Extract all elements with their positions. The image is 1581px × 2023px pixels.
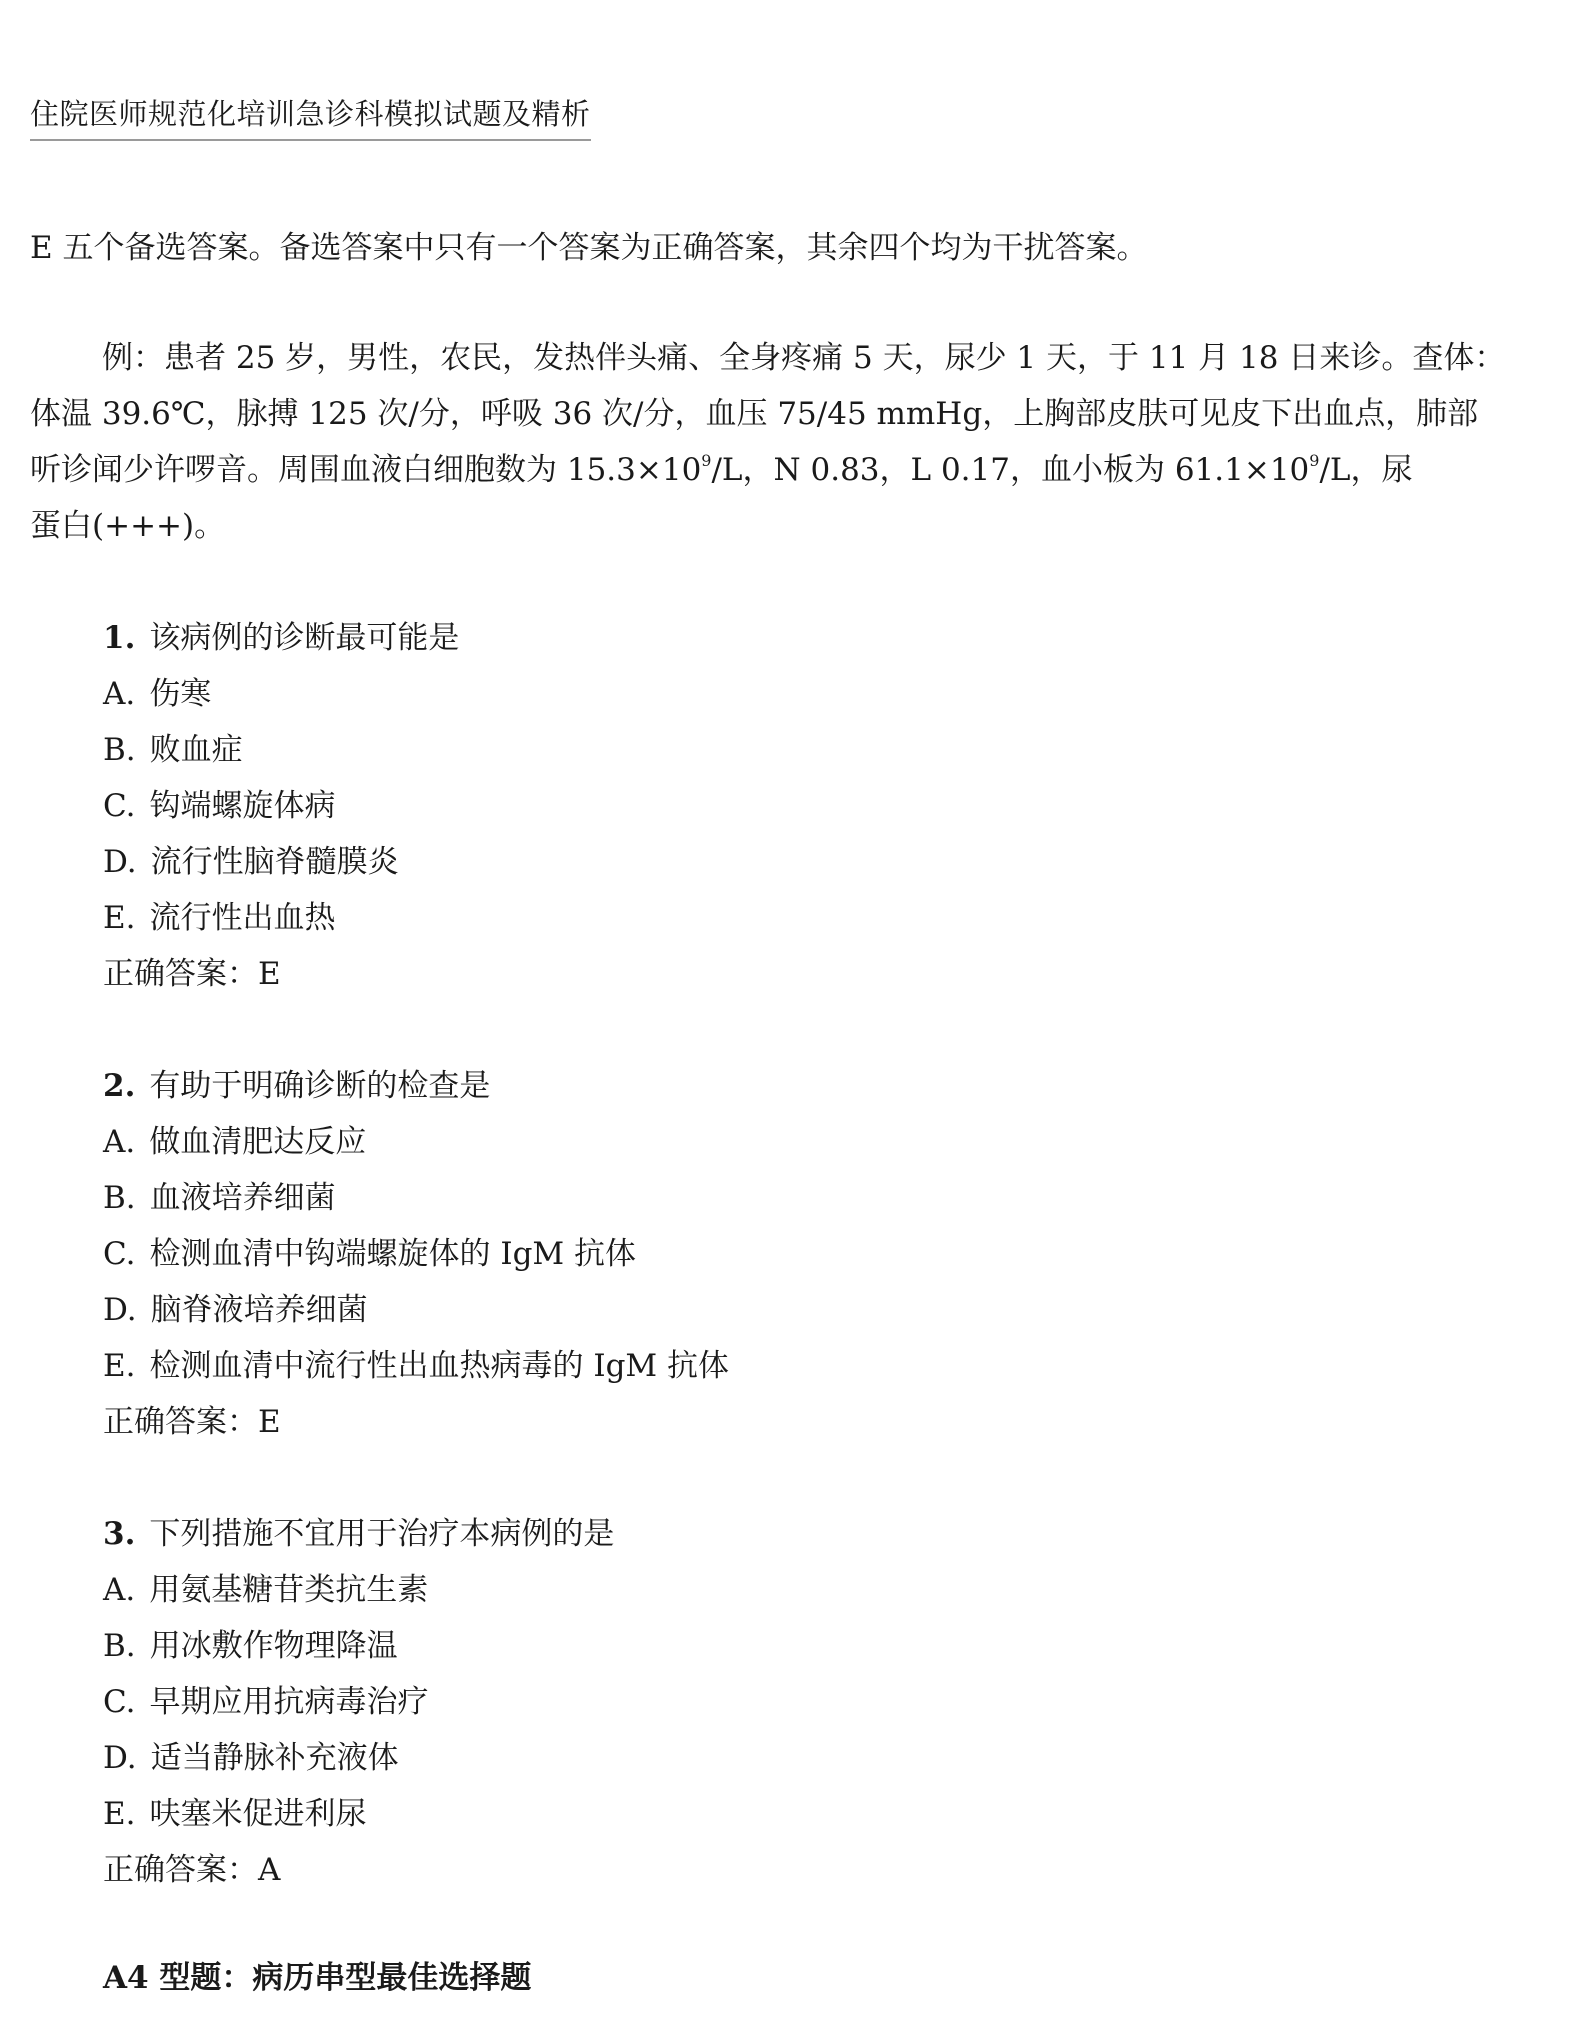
option-d [103,1282,729,1338]
question-stem [103,610,459,666]
question-text: 该病例的诊断最可能是 [149,620,460,656]
option-label: A. [103,676,136,712]
option-label: D. [103,1292,137,1328]
question-stem [103,1058,729,1114]
correct-answer: 正确答案：E [103,956,281,992]
option-text: 早期应用抗病毒治疗 [149,1684,429,1720]
option-c [103,1226,729,1282]
option-text: 适当静脉补充液体 [150,1740,399,1776]
option-c [103,1674,614,1730]
option-d [103,1730,614,1786]
option-e [103,890,459,946]
option-text: 做血清肥达反应 [149,1124,367,1160]
option-label: E. [103,1348,136,1384]
option-label: B. [103,732,136,768]
option-a [103,666,459,722]
question-stem [103,1506,614,1562]
intro-paragraph: E 五个备选答案。备选答案中只有一个答案为正确答案，其余四个均为干扰答案。 [30,230,1148,266]
running-header: 住院医师规范化培训急诊科模拟试题及精析 [30,92,591,141]
option-text: 呋塞米促进利尿 [149,1796,367,1832]
option-a [103,1114,729,1170]
case-line-3 [30,442,1550,498]
option-label: B. [103,1180,136,1216]
question-text: 有助于明确诊断的检查是 [149,1068,491,1104]
option-text: 流行性出血热 [149,900,336,936]
option-b [103,1170,729,1226]
question-1 [103,610,459,1002]
option-text: 脑脊液培养细菌 [150,1292,368,1328]
section-title: A4 型题：病历串型最佳选择题 [103,1960,532,1996]
option-text: 用冰敷作物理降温 [149,1628,398,1664]
option-label: B. [103,1628,136,1664]
option-a [103,1562,614,1618]
question-text: 下列措施不宜用于治疗本病例的是 [149,1516,615,1552]
option-text: 伤寒 [149,676,212,712]
option-e [103,1786,614,1842]
exponent-1: 9 [701,451,712,470]
option-label: A. [103,1572,136,1608]
question-number: 1. [103,620,136,656]
case-line-3-part-b: /L，N 0.83，L 0.17，血小板为 61.1×10 [711,452,1310,488]
option-label: E. [103,1796,136,1832]
option-text: 败血症 [149,732,243,768]
option-label: C. [103,788,136,824]
option-text: 钩端螺旋体病 [149,788,336,824]
option-label: D. [103,844,137,880]
option-text: 检测血清中流行性出血热病毒的 IgM 抗体 [149,1348,730,1384]
option-e [103,1338,729,1394]
case-line-3-part-c: /L，尿 [1319,452,1413,488]
option-label: E. [103,900,136,936]
option-label: C. [103,1236,136,1272]
correct-answer: 正确答案：A [103,1852,281,1888]
case-line-3-part-a: 听诊闻少许啰音。周围血液白细胞数为 15.3×10 [30,452,702,488]
option-c [103,778,459,834]
case-line-4: 蛋白(+++)。 [30,508,226,544]
case-line-2: 体温 39.6℃，脉搏 125 次/分，呼吸 36 次/分，血压 75/45 mmHg，上胸部皮肤可见皮下出血点，肺部 [30,396,1479,432]
question-3 [103,1506,614,1898]
option-label: D. [103,1740,137,1776]
option-label: A. [103,1124,136,1160]
case-line-1: 例：患者 25 岁，男性，农民，发热伴头痛、全身疼痛 5 天，尿少 1 天，于 11 月 18 日来诊。查体： [102,340,1506,376]
option-text: 流行性脑脊髓膜炎 [150,844,399,880]
case-paragraph [30,330,1550,554]
question-number: 3. [103,1516,136,1552]
correct-answer: 正确答案：E [103,1404,281,1440]
option-b [103,722,459,778]
exponent-2: 9 [1309,451,1320,470]
option-d [103,834,459,890]
option-label: C. [103,1684,136,1720]
option-text: 检测血清中钩端螺旋体的 IgM 抗体 [149,1236,637,1272]
option-b [103,1618,614,1674]
question-number: 2. [103,1068,136,1104]
question-2 [103,1058,729,1450]
option-text: 用氨基糖苷类抗生素 [149,1572,429,1608]
option-text: 血液培养细菌 [149,1180,336,1216]
